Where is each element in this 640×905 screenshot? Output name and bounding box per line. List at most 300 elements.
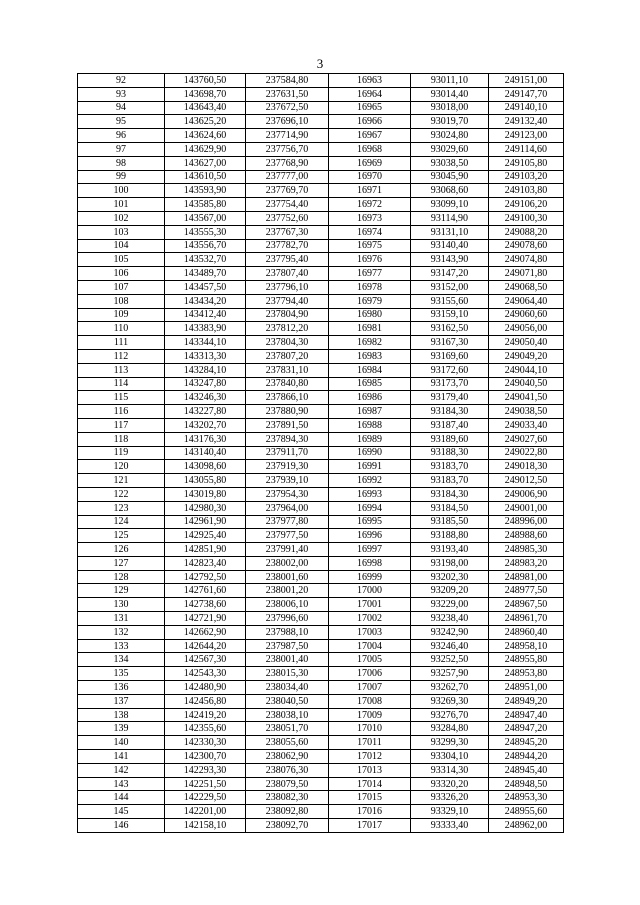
y-coordinate-cell: 237987,50 [246, 639, 329, 653]
point-number-cell: 130 [78, 598, 165, 612]
table-row [78, 791, 564, 805]
point-id-cell: 16983 [329, 349, 411, 363]
x-coordinate-cell: 142456,80 [165, 694, 246, 708]
point-number-cell: 144 [78, 791, 165, 805]
table-row [78, 819, 564, 833]
x2-coordinate-cell: 93314,30 [411, 763, 489, 777]
point-id-cell: 17017 [329, 819, 411, 833]
point-number-cell: 146 [78, 819, 165, 833]
point-id-cell: 16999 [329, 570, 411, 584]
point-id-cell: 16971 [329, 184, 411, 198]
point-number-cell: 140 [78, 736, 165, 750]
y2-coordinate-cell: 248945,40 [489, 763, 564, 777]
table-row [78, 184, 564, 198]
point-number-cell: 94 [78, 101, 165, 115]
point-number-cell: 108 [78, 294, 165, 308]
x-coordinate-cell: 143760,50 [165, 74, 246, 88]
y2-coordinate-cell: 249103,80 [489, 184, 564, 198]
y-coordinate-cell: 237812,20 [246, 322, 329, 336]
point-number-cell: 102 [78, 211, 165, 225]
page-number: 3 [316, 56, 324, 71]
point-number-cell: 142 [78, 763, 165, 777]
y-coordinate-cell: 238001,40 [246, 653, 329, 667]
point-number-cell: 128 [78, 570, 165, 584]
point-number-cell: 121 [78, 474, 165, 488]
x-coordinate-cell: 143227,80 [165, 405, 246, 419]
x2-coordinate-cell: 93269,30 [411, 694, 489, 708]
y2-coordinate-cell: 249088,20 [489, 225, 564, 239]
point-id-cell: 16978 [329, 280, 411, 294]
point-id-cell: 17013 [329, 763, 411, 777]
point-id-cell: 17016 [329, 805, 411, 819]
table-row [78, 570, 564, 584]
y-coordinate-cell: 237754,40 [246, 198, 329, 212]
y-coordinate-cell: 237804,90 [246, 308, 329, 322]
y-coordinate-cell: 237631,50 [246, 87, 329, 101]
x2-coordinate-cell: 93187,40 [411, 418, 489, 432]
y-coordinate-cell: 238040,50 [246, 694, 329, 708]
point-number-cell: 139 [78, 722, 165, 736]
y-coordinate-cell: 237767,30 [246, 225, 329, 239]
table-row [78, 142, 564, 156]
point-id-cell: 16968 [329, 142, 411, 156]
point-id-cell: 17008 [329, 694, 411, 708]
point-number-cell: 126 [78, 543, 165, 557]
y-coordinate-cell: 237672,50 [246, 101, 329, 115]
x-coordinate-cell: 142761,60 [165, 584, 246, 598]
x-coordinate-cell: 142961,90 [165, 515, 246, 529]
y2-coordinate-cell: 248960,40 [489, 625, 564, 639]
x-coordinate-cell: 142419,20 [165, 708, 246, 722]
x-coordinate-cell: 142229,50 [165, 791, 246, 805]
x2-coordinate-cell: 93143,90 [411, 253, 489, 267]
y-coordinate-cell: 237796,10 [246, 280, 329, 294]
y2-coordinate-cell: 249040,50 [489, 377, 564, 391]
x2-coordinate-cell: 93114,90 [411, 211, 489, 225]
x2-coordinate-cell: 93238,40 [411, 612, 489, 626]
x-coordinate-cell: 143140,40 [165, 446, 246, 460]
table-row [78, 280, 564, 294]
y-coordinate-cell: 238006,10 [246, 598, 329, 612]
x-coordinate-cell: 143246,30 [165, 391, 246, 405]
table-row [78, 543, 564, 557]
table-row [78, 667, 564, 681]
x2-coordinate-cell: 93185,50 [411, 515, 489, 529]
point-number-cell: 127 [78, 556, 165, 570]
y-coordinate-cell: 238062,90 [246, 750, 329, 764]
y-coordinate-cell: 237996,60 [246, 612, 329, 626]
x2-coordinate-cell: 93068,60 [411, 184, 489, 198]
x-coordinate-cell: 143247,80 [165, 377, 246, 391]
point-number-cell: 145 [78, 805, 165, 819]
y-coordinate-cell: 237752,60 [246, 211, 329, 225]
table-row [78, 487, 564, 501]
table-row [78, 777, 564, 791]
point-number-cell: 113 [78, 363, 165, 377]
table-row [78, 736, 564, 750]
table-row [78, 681, 564, 695]
x-coordinate-cell: 143489,70 [165, 267, 246, 281]
point-id-cell: 16965 [329, 101, 411, 115]
point-id-cell: 17000 [329, 584, 411, 598]
point-number-cell: 115 [78, 391, 165, 405]
point-number-cell: 105 [78, 253, 165, 267]
point-id-cell: 16975 [329, 239, 411, 253]
x-coordinate-cell: 143202,70 [165, 418, 246, 432]
y-coordinate-cell: 237795,40 [246, 253, 329, 267]
x-coordinate-cell: 142792,50 [165, 570, 246, 584]
point-number-cell: 114 [78, 377, 165, 391]
y-coordinate-cell: 237977,50 [246, 529, 329, 543]
table-row [78, 625, 564, 639]
x2-coordinate-cell: 93320,20 [411, 777, 489, 791]
point-number-cell: 119 [78, 446, 165, 460]
y2-coordinate-cell: 249033,40 [489, 418, 564, 432]
point-id-cell: 16966 [329, 115, 411, 129]
table-row [78, 694, 564, 708]
y-coordinate-cell: 237919,30 [246, 460, 329, 474]
y-coordinate-cell: 237911,70 [246, 446, 329, 460]
x-coordinate-cell: 142330,30 [165, 736, 246, 750]
y-coordinate-cell: 238034,40 [246, 681, 329, 695]
point-id-cell: 16972 [329, 198, 411, 212]
y2-coordinate-cell: 248945,20 [489, 736, 564, 750]
y2-coordinate-cell: 248988,60 [489, 529, 564, 543]
point-id-cell: 17001 [329, 598, 411, 612]
x2-coordinate-cell: 93257,90 [411, 667, 489, 681]
x-coordinate-cell: 143344,10 [165, 336, 246, 350]
point-id-cell: 16974 [329, 225, 411, 239]
point-number-cell: 133 [78, 639, 165, 653]
x-coordinate-cell: 143556,70 [165, 239, 246, 253]
point-id-cell: 17003 [329, 625, 411, 639]
point-number-cell: 104 [78, 239, 165, 253]
x-coordinate-cell: 143567,00 [165, 211, 246, 225]
y-coordinate-cell: 237584,80 [246, 74, 329, 88]
y2-coordinate-cell: 248962,00 [489, 819, 564, 833]
point-id-cell: 17012 [329, 750, 411, 764]
table-row [78, 115, 564, 129]
point-number-cell: 96 [78, 129, 165, 143]
y2-coordinate-cell: 249022,80 [489, 446, 564, 460]
x-coordinate-cell: 143627,00 [165, 156, 246, 170]
x-coordinate-cell: 143098,60 [165, 460, 246, 474]
table-row [78, 129, 564, 143]
y2-coordinate-cell: 249132,40 [489, 115, 564, 129]
y2-coordinate-cell: 249078,60 [489, 239, 564, 253]
x-coordinate-cell: 143585,80 [165, 198, 246, 212]
y-coordinate-cell: 237714,90 [246, 129, 329, 143]
x2-coordinate-cell: 93019,70 [411, 115, 489, 129]
table-row [78, 363, 564, 377]
x2-coordinate-cell: 93159,10 [411, 308, 489, 322]
point-number-cell: 138 [78, 708, 165, 722]
y-coordinate-cell: 238038,10 [246, 708, 329, 722]
y2-coordinate-cell: 249106,20 [489, 198, 564, 212]
x2-coordinate-cell: 93326,20 [411, 791, 489, 805]
y2-coordinate-cell: 249041,50 [489, 391, 564, 405]
table-row [78, 750, 564, 764]
y-coordinate-cell: 238092,80 [246, 805, 329, 819]
point-number-cell: 100 [78, 184, 165, 198]
point-id-cell: 16964 [329, 87, 411, 101]
x2-coordinate-cell: 93147,20 [411, 267, 489, 281]
table-row [78, 598, 564, 612]
y2-coordinate-cell: 248949,20 [489, 694, 564, 708]
x2-coordinate-cell: 93262,70 [411, 681, 489, 695]
y2-coordinate-cell: 248983,20 [489, 556, 564, 570]
x2-coordinate-cell: 93184,30 [411, 487, 489, 501]
x2-coordinate-cell: 93183,70 [411, 460, 489, 474]
point-number-cell: 136 [78, 681, 165, 695]
y-coordinate-cell: 238002,00 [246, 556, 329, 570]
point-id-cell: 16994 [329, 501, 411, 515]
x-coordinate-cell: 142738,60 [165, 598, 246, 612]
y-coordinate-cell: 238082,30 [246, 791, 329, 805]
y2-coordinate-cell: 248967,50 [489, 598, 564, 612]
point-id-cell: 16977 [329, 267, 411, 281]
x-coordinate-cell: 143313,30 [165, 349, 246, 363]
table-row [78, 515, 564, 529]
x-coordinate-cell: 142480,90 [165, 681, 246, 695]
point-number-cell: 101 [78, 198, 165, 212]
table-row [78, 805, 564, 819]
y2-coordinate-cell: 248958,10 [489, 639, 564, 653]
point-number-cell: 97 [78, 142, 165, 156]
point-number-cell: 131 [78, 612, 165, 626]
y-coordinate-cell: 238015,30 [246, 667, 329, 681]
x2-coordinate-cell: 93045,90 [411, 170, 489, 184]
y2-coordinate-cell: 248977,50 [489, 584, 564, 598]
table-row [78, 405, 564, 419]
point-id-cell: 16982 [329, 336, 411, 350]
x2-coordinate-cell: 93284,80 [411, 722, 489, 736]
y2-coordinate-cell: 249140,10 [489, 101, 564, 115]
y-coordinate-cell: 237840,80 [246, 377, 329, 391]
table-row [78, 156, 564, 170]
x2-coordinate-cell: 93183,70 [411, 474, 489, 488]
x2-coordinate-cell: 93155,60 [411, 294, 489, 308]
table-row [78, 529, 564, 543]
y-coordinate-cell: 238079,50 [246, 777, 329, 791]
coordinates-table-body [78, 74, 564, 833]
point-number-cell: 110 [78, 322, 165, 336]
table-row [78, 322, 564, 336]
point-id-cell: 16967 [329, 129, 411, 143]
x-coordinate-cell: 143555,30 [165, 225, 246, 239]
x2-coordinate-cell: 93167,30 [411, 336, 489, 350]
table-row [78, 474, 564, 488]
x2-coordinate-cell: 93188,30 [411, 446, 489, 460]
point-id-cell: 16995 [329, 515, 411, 529]
y2-coordinate-cell: 248948,50 [489, 777, 564, 791]
x2-coordinate-cell: 93014,40 [411, 87, 489, 101]
x-coordinate-cell: 143412,40 [165, 308, 246, 322]
y-coordinate-cell: 237807,20 [246, 349, 329, 363]
x2-coordinate-cell: 93024,80 [411, 129, 489, 143]
y-coordinate-cell: 237756,70 [246, 142, 329, 156]
point-id-cell: 16973 [329, 211, 411, 225]
x-coordinate-cell: 143055,80 [165, 474, 246, 488]
y2-coordinate-cell: 249018,30 [489, 460, 564, 474]
x2-coordinate-cell: 93172,60 [411, 363, 489, 377]
table-row [78, 708, 564, 722]
point-number-cell: 129 [78, 584, 165, 598]
point-id-cell: 17011 [329, 736, 411, 750]
y2-coordinate-cell: 249068,50 [489, 280, 564, 294]
point-id-cell: 16963 [329, 74, 411, 88]
y2-coordinate-cell: 249147,70 [489, 87, 564, 101]
y-coordinate-cell: 238092,70 [246, 819, 329, 833]
y2-coordinate-cell: 248996,00 [489, 515, 564, 529]
y2-coordinate-cell: 248944,20 [489, 750, 564, 764]
table-row [78, 87, 564, 101]
point-number-cell: 135 [78, 667, 165, 681]
y2-coordinate-cell: 248953,80 [489, 667, 564, 681]
x-coordinate-cell: 142644,20 [165, 639, 246, 653]
point-number-cell: 123 [78, 501, 165, 515]
point-id-cell: 17010 [329, 722, 411, 736]
x-coordinate-cell: 142251,50 [165, 777, 246, 791]
x2-coordinate-cell: 93209,20 [411, 584, 489, 598]
x-coordinate-cell: 142721,90 [165, 612, 246, 626]
table-row [78, 556, 564, 570]
point-number-cell: 132 [78, 625, 165, 639]
table-row [78, 377, 564, 391]
point-number-cell: 125 [78, 529, 165, 543]
point-id-cell: 17015 [329, 791, 411, 805]
x-coordinate-cell: 142851,90 [165, 543, 246, 557]
x-coordinate-cell: 143176,30 [165, 432, 246, 446]
y2-coordinate-cell: 249151,00 [489, 74, 564, 88]
y-coordinate-cell: 237991,40 [246, 543, 329, 557]
x2-coordinate-cell: 93229,00 [411, 598, 489, 612]
x-coordinate-cell: 142300,70 [165, 750, 246, 764]
table-row [78, 239, 564, 253]
y2-coordinate-cell: 249105,80 [489, 156, 564, 170]
y2-coordinate-cell: 248955,80 [489, 653, 564, 667]
table-row [78, 294, 564, 308]
point-number-cell: 118 [78, 432, 165, 446]
y-coordinate-cell: 237831,10 [246, 363, 329, 377]
table-row [78, 432, 564, 446]
y2-coordinate-cell: 249038,50 [489, 405, 564, 419]
table-row [78, 225, 564, 239]
table-row [78, 198, 564, 212]
y-coordinate-cell: 237768,90 [246, 156, 329, 170]
x2-coordinate-cell: 93189,60 [411, 432, 489, 446]
y2-coordinate-cell: 248961,70 [489, 612, 564, 626]
table-row [78, 211, 564, 225]
x2-coordinate-cell: 93162,50 [411, 322, 489, 336]
point-id-cell: 16992 [329, 474, 411, 488]
point-id-cell: 17002 [329, 612, 411, 626]
table-row [78, 460, 564, 474]
x2-coordinate-cell: 93169,60 [411, 349, 489, 363]
point-id-cell: 16996 [329, 529, 411, 543]
y-coordinate-cell: 238051,70 [246, 722, 329, 736]
y-coordinate-cell: 237777,00 [246, 170, 329, 184]
point-number-cell: 106 [78, 267, 165, 281]
table-row [78, 584, 564, 598]
y-coordinate-cell: 237954,30 [246, 487, 329, 501]
y2-coordinate-cell: 249100,30 [489, 211, 564, 225]
table-row [78, 418, 564, 432]
y2-coordinate-cell: 248985,30 [489, 543, 564, 557]
x2-coordinate-cell: 93246,40 [411, 639, 489, 653]
table-row [78, 349, 564, 363]
point-id-cell: 16997 [329, 543, 411, 557]
x2-coordinate-cell: 93193,40 [411, 543, 489, 557]
y-coordinate-cell: 237988,10 [246, 625, 329, 639]
x2-coordinate-cell: 93184,30 [411, 405, 489, 419]
x2-coordinate-cell: 93184,50 [411, 501, 489, 515]
x2-coordinate-cell: 93333,40 [411, 819, 489, 833]
x2-coordinate-cell: 93173,70 [411, 377, 489, 391]
x-coordinate-cell: 143593,90 [165, 184, 246, 198]
y-coordinate-cell: 237696,10 [246, 115, 329, 129]
y-coordinate-cell: 237782,70 [246, 239, 329, 253]
x-coordinate-cell: 143625,20 [165, 115, 246, 129]
y2-coordinate-cell: 249060,60 [489, 308, 564, 322]
x-coordinate-cell: 143457,50 [165, 280, 246, 294]
x-coordinate-cell: 142158,10 [165, 819, 246, 833]
x2-coordinate-cell: 93329,10 [411, 805, 489, 819]
point-id-cell: 17014 [329, 777, 411, 791]
point-number-cell: 134 [78, 653, 165, 667]
y-coordinate-cell: 237964,00 [246, 501, 329, 515]
y2-coordinate-cell: 249064,40 [489, 294, 564, 308]
coordinates-table [77, 73, 564, 833]
y2-coordinate-cell: 249044,10 [489, 363, 564, 377]
point-id-cell: 16976 [329, 253, 411, 267]
point-number-cell: 112 [78, 349, 165, 363]
table-row [78, 170, 564, 184]
point-number-cell: 141 [78, 750, 165, 764]
x2-coordinate-cell: 93038,50 [411, 156, 489, 170]
x-coordinate-cell: 143610,50 [165, 170, 246, 184]
point-id-cell: 16980 [329, 308, 411, 322]
y2-coordinate-cell: 248951,00 [489, 681, 564, 695]
table-row [78, 763, 564, 777]
x-coordinate-cell: 143532,70 [165, 253, 246, 267]
point-id-cell: 16984 [329, 363, 411, 377]
x-coordinate-cell: 143624,60 [165, 129, 246, 143]
point-id-cell: 16990 [329, 446, 411, 460]
y2-coordinate-cell: 249006,90 [489, 487, 564, 501]
x2-coordinate-cell: 93018,00 [411, 101, 489, 115]
table-row [78, 253, 564, 267]
x2-coordinate-cell: 93242,90 [411, 625, 489, 639]
point-number-cell: 92 [78, 74, 165, 88]
x2-coordinate-cell: 93252,50 [411, 653, 489, 667]
y-coordinate-cell: 237891,50 [246, 418, 329, 432]
x2-coordinate-cell: 93304,10 [411, 750, 489, 764]
point-id-cell: 16981 [329, 322, 411, 336]
table-row [78, 639, 564, 653]
point-number-cell: 103 [78, 225, 165, 239]
table-row [78, 267, 564, 281]
x-coordinate-cell: 142980,30 [165, 501, 246, 515]
point-number-cell: 93 [78, 87, 165, 101]
y2-coordinate-cell: 249050,40 [489, 336, 564, 350]
y-coordinate-cell: 237794,40 [246, 294, 329, 308]
x2-coordinate-cell: 93152,00 [411, 280, 489, 294]
x-coordinate-cell: 142567,30 [165, 653, 246, 667]
x2-coordinate-cell: 93099,10 [411, 198, 489, 212]
x-coordinate-cell: 142925,40 [165, 529, 246, 543]
x2-coordinate-cell: 93198,00 [411, 556, 489, 570]
